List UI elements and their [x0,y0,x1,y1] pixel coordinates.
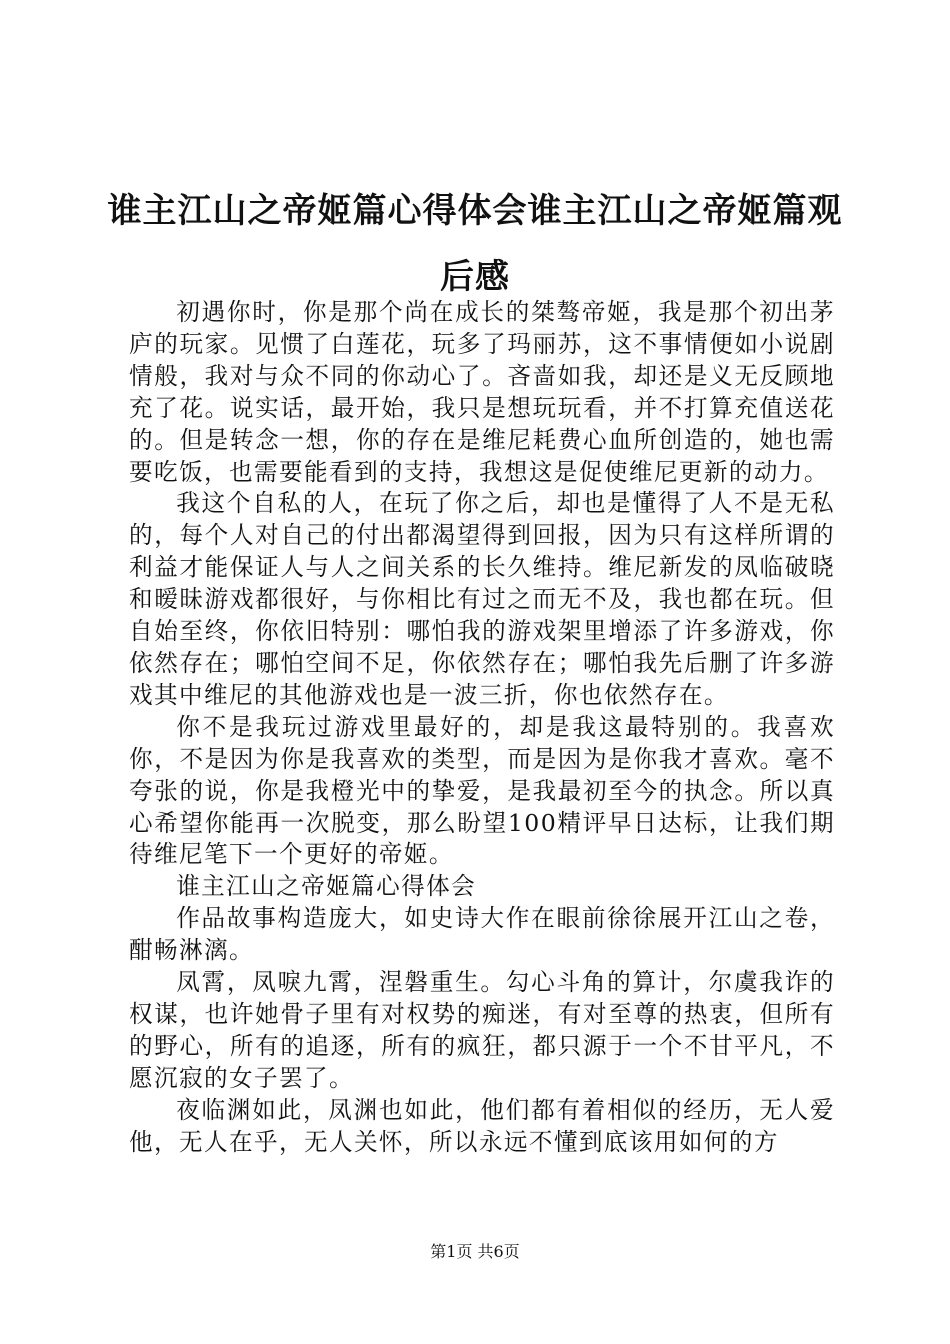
page-footer: 第1页 共6页 [430,1242,520,1261]
paragraph: 你不是我玩过游戏里最好的，却是我这最特别的。我喜欢你，不是因为你是我喜欢的类型，而是因为是你我才喜欢。毫不夸张的说，你是我橙光中的挚爱，是我最初至今的执念。所以真心希望你能再一次脱变，那么盼望100精评早日达标，让我们期待维尼笔下一个更好的帝姬。 [129,712,835,869]
paragraph: 作品故事构造庞大，如史诗大作在眼前徐徐展开江山之卷，酣畅淋漓。 [129,904,835,965]
paragraph: 我这个自私的人，在玩了你之后，却也是懂得了人不是无私的，每个人对自己的付出都渴望得到回报，因为只有这样所谓的利益才能保证人与人之间关系的长久维持。维尼新发的凤临破晓和暧昧游戏都很好，与你相比有过之而无不及，我也都在玩。但自始至终，你依旧特别：哪怕我的游戏架里增添了许多游戏，你依然存在；哪怕空间不足，你依然存在；哪怕我先后删了许多游戏其中维尼的其他游戏也是一波三折，你也依然存在。 [129,489,835,709]
section-heading: 谁主江山之帝姬篇心得体会 [176,872,477,901]
document-body [129,297,835,1158]
paragraph: 凤霄，凤唳九霄，涅磐重生。勾心斗角的算计，尔虞我诈的权谋，也许她骨子里有对权势的痴迷，有对至尊的热衷，但所有的野心，所有的追逐，所有的疯狂，都只源于一个不甘平凡，不愿沉寂的女子罢了。 [129,968,835,1092]
paragraph: 夜临渊如此，凤渊也如此，他们都有着相似的经历，无人爱他，无人在乎，无人关怀，所以永远不懂到底该用如何的方 [129,1095,835,1156]
document-title: 谁主江山之帝姬篇心得体会谁主江山之帝姬篇观后感 [107,191,843,297]
paragraph: 初遇你时，你是那个尚在成长的桀骜帝姬，我是那个初出茅庐的玩家。见惯了白莲花，玩多了玛丽苏，这不事情便如小说剧情般，我对与众不同的你动心了。吝啬如我，却还是义无反顾地充了花。说实话，最开始，我只是想玩玩看，并不打算充值送花的。但是转念一想，你的存在是维尼耗费心血所创造的，她也需要吃饭，也需要能看到的支持，我想这是促使维尼更新的动力。 [129,298,835,486]
